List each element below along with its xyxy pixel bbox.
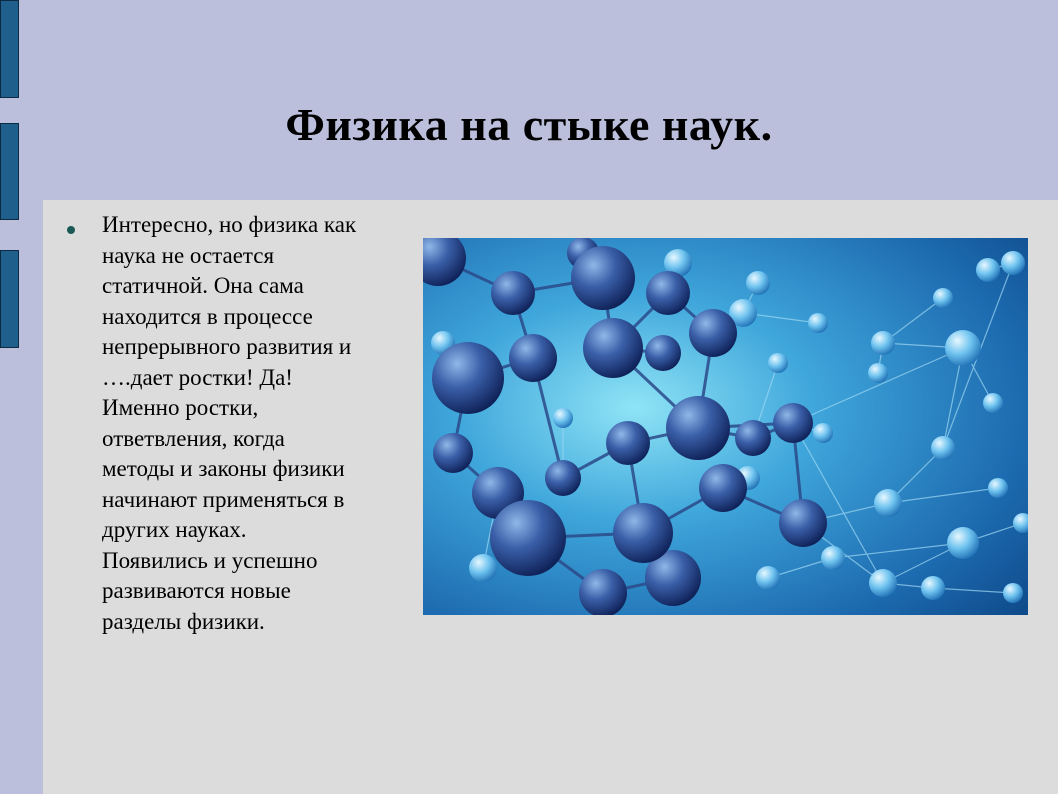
bullet-line: Интересно, но физика как [102, 212, 357, 237]
bullet-line: Появились и успешно [102, 547, 318, 573]
molecule-atom [646, 271, 690, 315]
molecule-atom [871, 331, 895, 355]
molecule-atom [1001, 251, 1025, 275]
bullet-line: непрерывного развития и [102, 334, 352, 359]
molecule-atom [509, 334, 557, 382]
molecule-atom [808, 313, 828, 333]
molecule-atom [1003, 583, 1023, 603]
bullet-line: наука не остается [102, 242, 275, 268]
bullet-line: ответвления, когда [102, 425, 285, 451]
molecule-atom [813, 423, 833, 443]
bullet-line: ….дает ростки! Да! [102, 364, 293, 390]
slide-title: Физика на стыке наук. [285, 99, 773, 150]
decor-bar-3 [0, 250, 19, 348]
molecule-atom [606, 421, 650, 465]
molecule-atom [553, 408, 573, 428]
molecule-atom [983, 393, 1003, 413]
bullet-dot-icon [67, 226, 75, 234]
molecule-atom [699, 464, 747, 512]
molecule-atom [545, 460, 581, 496]
molecule-atom [432, 342, 504, 414]
molecule-atom [945, 330, 981, 366]
molecule-atom [988, 478, 1008, 498]
molecule-network-icon [423, 238, 1028, 615]
bullet-line: методы и законы физики [102, 456, 345, 481]
molecule-atom [469, 554, 497, 582]
bullet-line: статичной. Она сама [102, 273, 304, 298]
bullet-line: развиваются новые [102, 578, 291, 603]
molecule-atom [868, 363, 888, 383]
molecule-atom [746, 271, 770, 295]
bullet-line: находится в процессе [102, 303, 313, 329]
molecule-atom [579, 569, 627, 615]
decor-bar-1 [0, 0, 19, 98]
molecule-atom [689, 309, 737, 357]
molecule-atom [976, 258, 1000, 282]
molecule-atom [779, 499, 827, 547]
molecule-atom [666, 396, 730, 460]
molecule-atom [571, 246, 635, 310]
molecule-atom [735, 420, 771, 456]
molecule-atom [869, 569, 897, 597]
molecule-atom [773, 403, 813, 443]
molecule-atom [756, 566, 780, 590]
molecule-atom [931, 436, 955, 460]
molecule-atom [613, 503, 673, 563]
molecule-atom [583, 318, 643, 378]
molecule-atom [490, 500, 566, 576]
molecule-atom [874, 489, 902, 517]
molecule-atom [933, 288, 953, 308]
bullet-line: начинают применяться в [102, 486, 345, 512]
bullet-line: Именно ростки, [102, 395, 259, 420]
molecule-atom [645, 335, 681, 371]
molecule-atom [768, 353, 788, 373]
bullet-line: разделы физики. [102, 608, 265, 634]
molecule-atom [433, 433, 473, 473]
molecule-atom [491, 271, 535, 315]
molecule-atom [821, 546, 845, 570]
bullet-line: других науках. [102, 517, 247, 542]
molecule-atom [921, 576, 945, 600]
bullet-text [102, 210, 412, 637]
molecule-atom [947, 527, 979, 559]
